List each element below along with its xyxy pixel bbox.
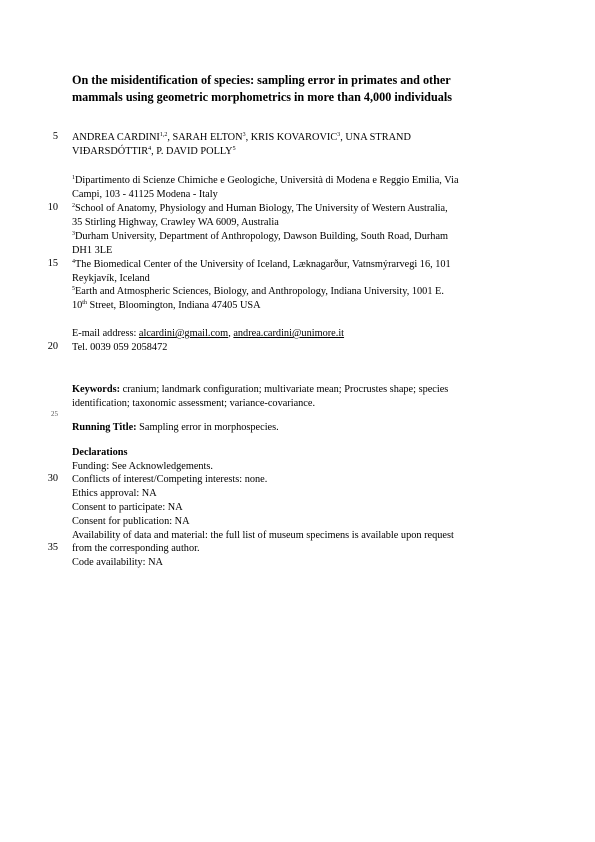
authors-line-2: VIÐARSDÓTTIR$^4$, P. DAVID POLLY$^5$ bbox=[72, 146, 236, 157]
paper-title-line-2: mammals using geometric morphometrics in more than 4,000 individuals bbox=[72, 90, 452, 104]
affiliation-2-line-1: $^2$School of Anatomy, Physiology and Human Biology, The University of Western Australia, bbox=[72, 203, 448, 214]
author-name: SARAH ELTON bbox=[172, 132, 243, 143]
declaration-consent-publication: Consent for publication: NA bbox=[72, 516, 190, 527]
declaration-ethics: Ethics approval: NA bbox=[72, 488, 157, 499]
email-label: E-mail address: bbox=[72, 328, 139, 339]
keywords-line-1: Keywords: cranium; landmark configuration; multivariate mean; Procrustes shape; species bbox=[72, 384, 449, 395]
email-line: E-mail address: alcardini@gmail.com, andrea.cardini@unimore.it bbox=[72, 328, 345, 339]
line-number-20: 20 bbox=[47, 341, 58, 352]
affiliation-2-line-2: 35 Stirling Highway, Crawley WA 6009, Australia bbox=[72, 217, 279, 228]
keywords-line-2: identification; taxonomic assessment; variance-covariance. bbox=[72, 398, 316, 409]
affiliation-5-line-1: $^5$Earth and Atmospheric Sciences, Biology, and Anthropology, Indiana University, 1001 E. bbox=[72, 286, 444, 297]
author-affiliation-sup: 5 bbox=[232, 146, 236, 152]
keywords-label: Keywords: bbox=[72, 384, 121, 395]
declaration-availability-line-1: Availability of data and material: the full list of museum specimens is available upon request bbox=[72, 530, 454, 541]
line-number-25: 25 bbox=[51, 410, 58, 418]
author-name: VIÐARSDÓTTIR bbox=[72, 146, 149, 157]
authors-line-1: ANDREA CARDINI$^{1,2}$, SARAH ELTON$^3$, KRIS KOVAROVIC$^3$, UNA STRAND bbox=[72, 132, 411, 143]
email-link-2[interactable]: andrea.cardini@unimore.it bbox=[233, 328, 345, 339]
declaration-availability-line-2: from the corresponding author. bbox=[72, 543, 200, 554]
declarations-heading: Declarations bbox=[72, 447, 128, 458]
line-number-35: 35 bbox=[47, 542, 58, 553]
affiliation-3-line-1: $^3$Durham University, Department of Anthropology, Dawson Building, South Road, Durham bbox=[72, 231, 449, 242]
declaration-funding: Funding: See Acknowledgements. bbox=[72, 461, 213, 472]
author-affiliation-sup: 1,2 bbox=[159, 132, 168, 138]
author-affiliation-sup: 3 bbox=[337, 132, 341, 138]
line-number-15: 15 bbox=[47, 258, 58, 269]
author-name: P. DAVID POLLY bbox=[156, 146, 233, 157]
paper-title-line-1: On the misidentification of species: sampling error in primates and other bbox=[72, 73, 451, 87]
line-number-5: 5 bbox=[52, 131, 58, 142]
affiliation-4-line-1: $^4$The Biomedical Center of the University of Iceland, Læknagarður, Vatnsmýrarvegi 16, 101 bbox=[72, 259, 451, 270]
author-affiliation-sup: 4 bbox=[148, 146, 152, 152]
author-name: ANDREA CARDINI bbox=[72, 132, 160, 143]
author-affiliation-sup: 3 bbox=[242, 132, 246, 138]
email-link-1[interactable]: alcardini@gmail.com bbox=[138, 328, 229, 339]
declaration-consent-participate: Consent to participate: NA bbox=[72, 502, 183, 513]
line-number-30: 30 bbox=[47, 473, 58, 484]
affiliation-5-line-2: 10th Street, Bloomington, Indiana 47405 USA bbox=[72, 300, 261, 311]
affiliation-4-line-2: Reykjavík, Iceland bbox=[72, 273, 150, 284]
line-number-10: 10 bbox=[47, 202, 58, 213]
running-title-line: Running Title: Sampling error in morphospecies. bbox=[72, 422, 279, 433]
author-name: KRIS KOVAROVIC bbox=[250, 132, 338, 143]
declaration-conflicts: Conflicts of interest/Competing interests: none. bbox=[72, 474, 268, 485]
affiliation-1-line-1: $^1$Dipartimento di Scienze Chimiche e Geologiche, Università di Modena e Reggio Emilia, Via bbox=[72, 175, 459, 186]
affiliation-1-line-2: Campi, 103 - 41125 Modena - Italy bbox=[72, 189, 218, 200]
running-title-label: Running Title: bbox=[72, 422, 137, 433]
affiliation-3-line-2: DH1 3LE bbox=[72, 245, 113, 256]
telephone-line: Tel. 0039 059 2058472 bbox=[72, 342, 168, 353]
declaration-code: Code availability: NA bbox=[72, 557, 163, 568]
